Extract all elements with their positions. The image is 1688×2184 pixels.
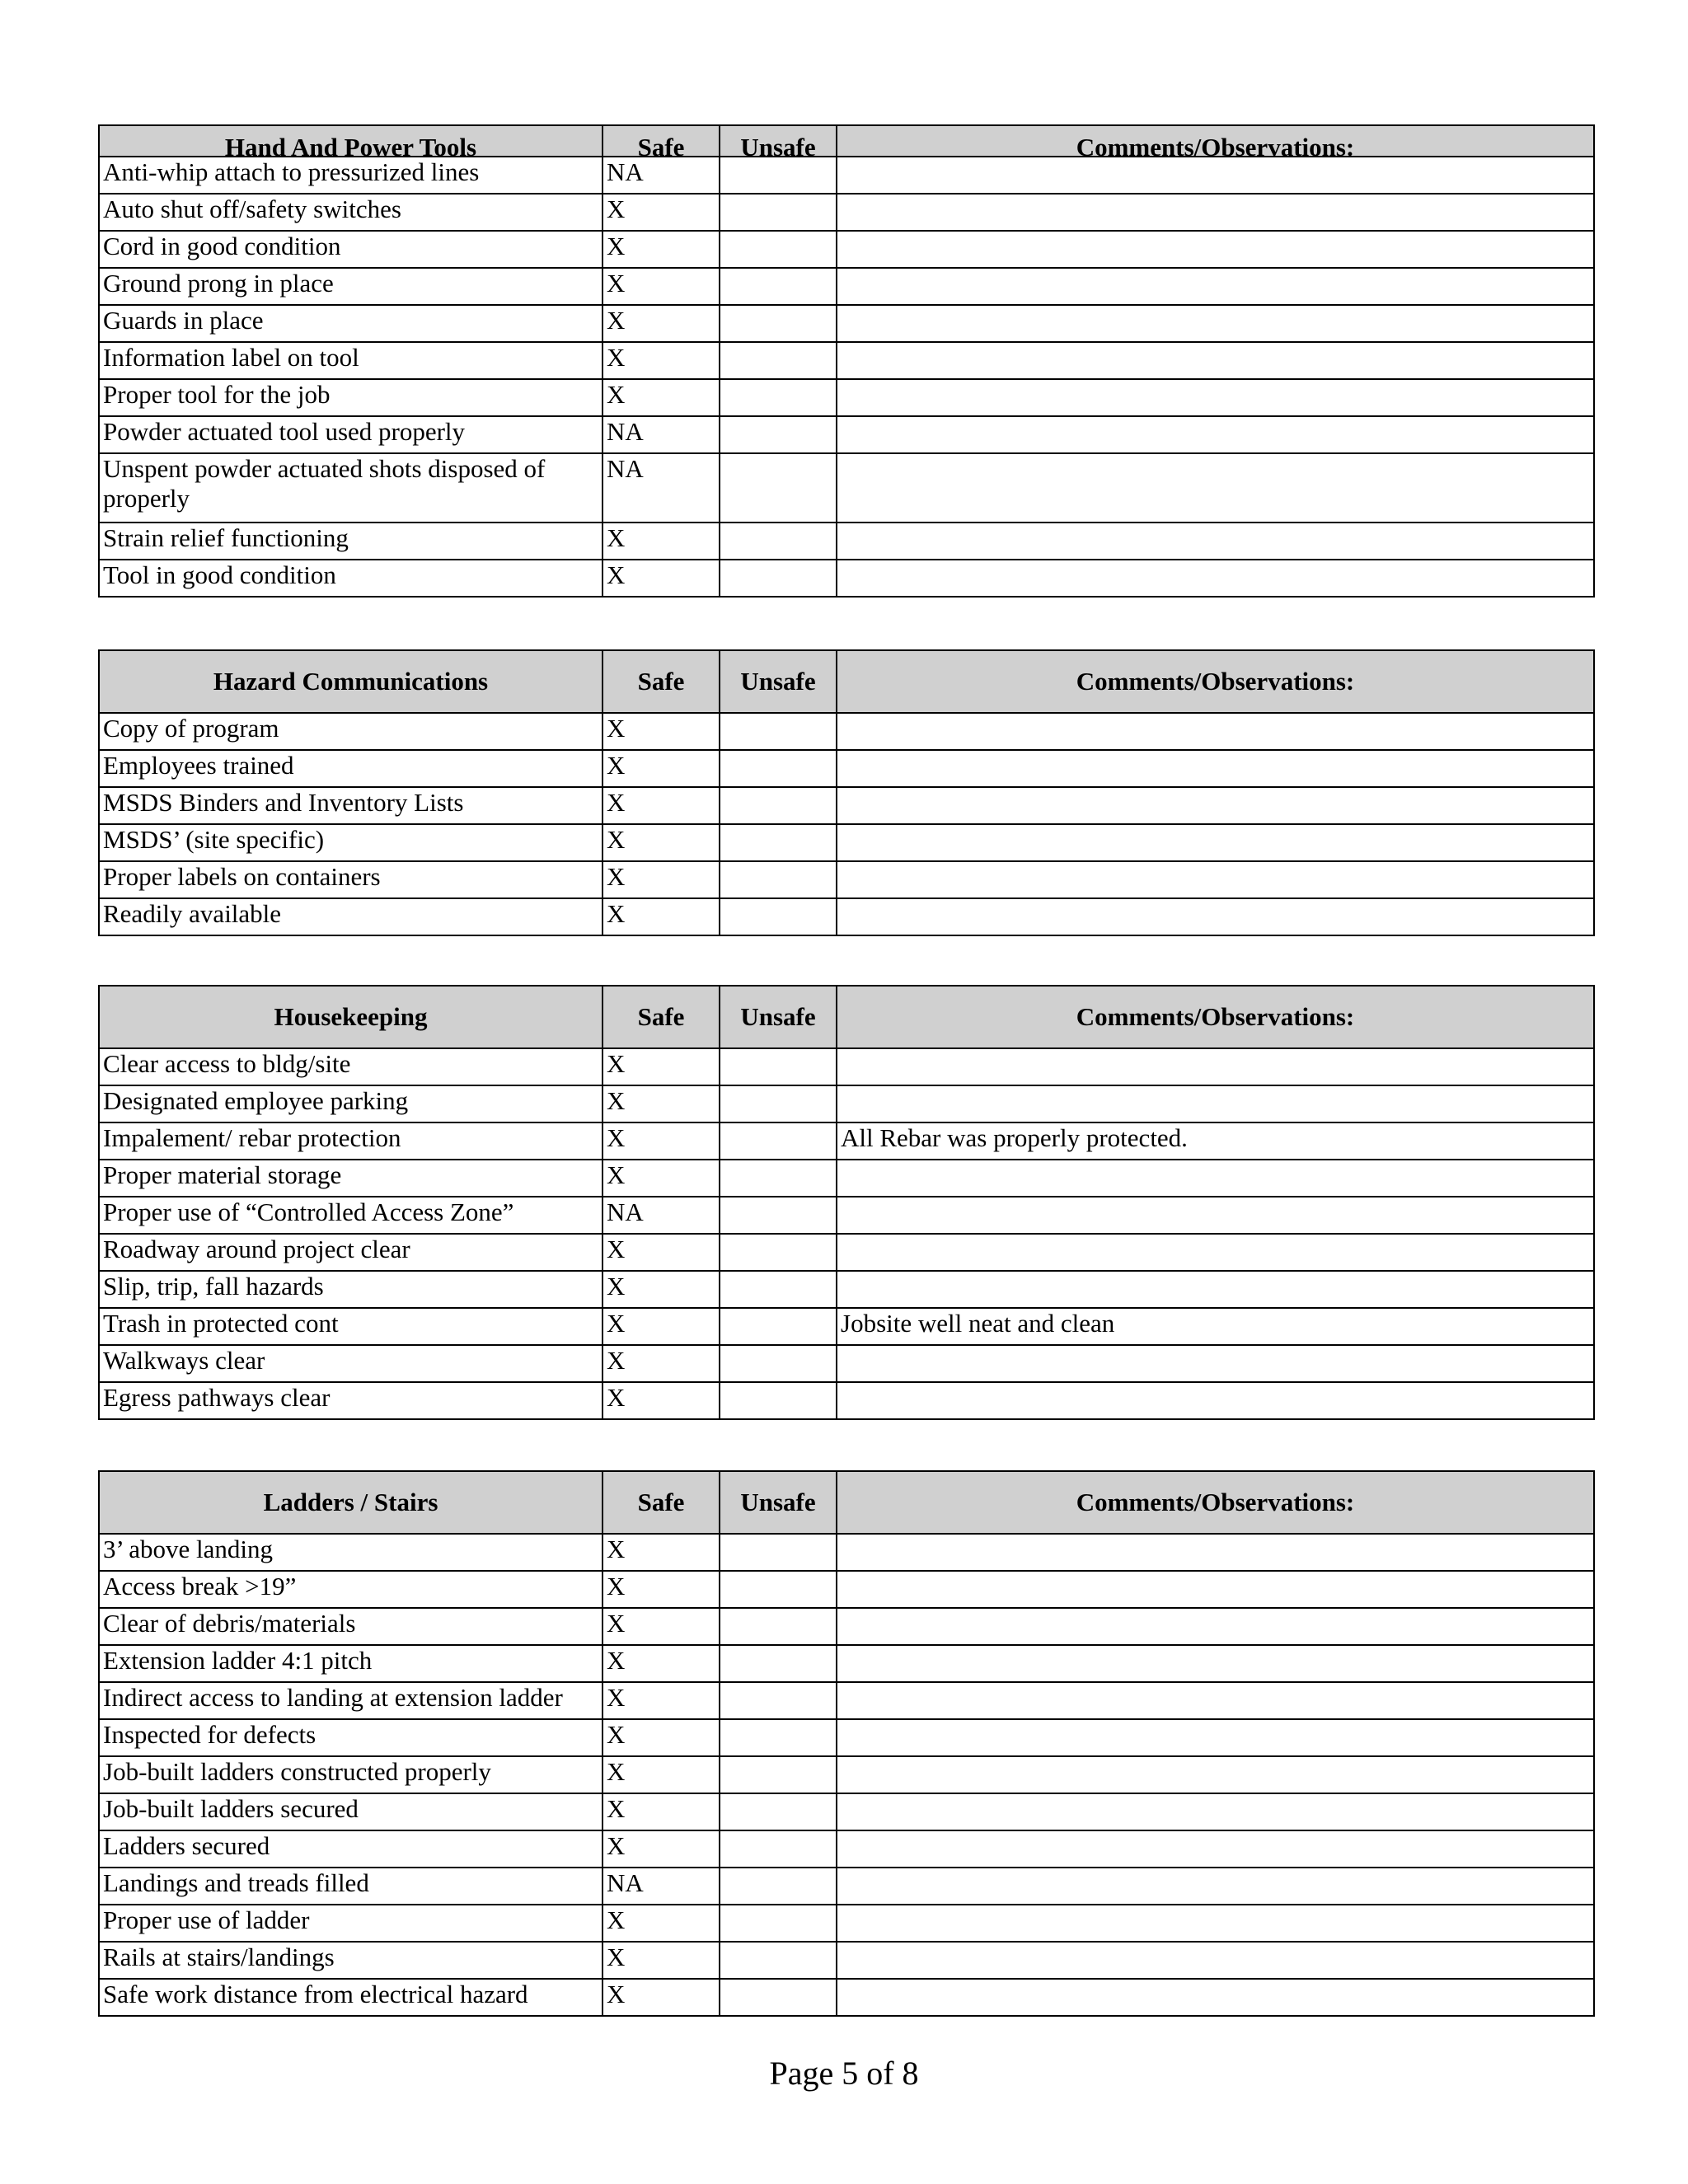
table-row	[99, 1756, 1594, 1793]
safe-cell: X	[603, 1085, 720, 1122]
unsafe-cell	[720, 416, 837, 453]
unsafe-cell	[720, 1122, 837, 1160]
table-row	[99, 157, 1594, 194]
comments-column-header: Comments/Observations:	[837, 125, 1594, 157]
unsafe-cell	[720, 1830, 837, 1868]
unsafe-cell	[720, 1756, 837, 1793]
unsafe-cell	[720, 1271, 837, 1308]
unsafe-cell	[720, 342, 837, 379]
hand-power-tools-table	[98, 124, 1595, 598]
comments-cell	[837, 268, 1594, 305]
item-cell: Powder actuated tool used properly	[99, 416, 603, 453]
hazard-communications-table	[98, 649, 1595, 936]
table-row	[99, 1571, 1594, 1608]
comments-cell	[837, 1905, 1594, 1942]
unsafe-cell	[720, 1308, 837, 1345]
item-cell: Clear of debris/materials	[99, 1608, 603, 1645]
item-cell: Employees trained	[99, 750, 603, 787]
section-title: Ladders / Stairs	[99, 1471, 603, 1534]
item-cell: Anti-whip attach to pressurized lines	[99, 157, 603, 194]
safe-cell: X	[603, 231, 720, 268]
item-cell: Indirect access to landing at extension ladder	[99, 1682, 603, 1719]
table-row	[99, 453, 1594, 523]
comments-cell	[837, 787, 1594, 824]
table-row	[99, 523, 1594, 560]
item-cell: Proper tool for the job	[99, 379, 603, 416]
unsafe-cell	[720, 861, 837, 898]
safe-cell: X	[603, 861, 720, 898]
comments-cell	[837, 1682, 1594, 1719]
comments-cell	[837, 1645, 1594, 1682]
section-title: Housekeeping	[99, 986, 603, 1048]
safe-cell: X	[603, 750, 720, 787]
item-cell: Egress pathways clear	[99, 1382, 603, 1419]
safe-cell: X	[603, 1122, 720, 1160]
comments-cell	[837, 379, 1594, 416]
unsafe-cell	[720, 713, 837, 750]
table-row	[99, 1085, 1594, 1122]
table-header-row	[99, 650, 1594, 713]
safe-cell: X	[603, 1308, 720, 1345]
table-row	[99, 560, 1594, 597]
item-cell: Ladders secured	[99, 1830, 603, 1868]
item-cell: Roadway around project clear	[99, 1234, 603, 1271]
page-number: Page 5 of 8	[769, 2055, 919, 2092]
unsafe-cell	[720, 1682, 837, 1719]
unsafe-cell	[720, 824, 837, 861]
safe-cell: X	[603, 1905, 720, 1942]
unsafe-cell	[720, 231, 837, 268]
item-cell: Information label on tool	[99, 342, 603, 379]
comments-cell	[837, 861, 1594, 898]
safe-column-header: Safe	[603, 1471, 720, 1534]
table-row	[99, 231, 1594, 268]
table-row	[99, 1308, 1594, 1345]
comments-cell	[837, 1345, 1594, 1382]
item-cell: Strain relief functioning	[99, 523, 603, 560]
table-row	[99, 1905, 1594, 1942]
safe-cell: X	[603, 1382, 720, 1419]
item-cell: Job-built ladders secured	[99, 1793, 603, 1830]
unsafe-cell	[720, 787, 837, 824]
comments-cell	[837, 1942, 1594, 1979]
safe-cell: X	[603, 1830, 720, 1868]
table-row	[99, 861, 1594, 898]
safe-cell: X	[603, 1571, 720, 1608]
table-row	[99, 1382, 1594, 1419]
unsafe-cell	[720, 1793, 837, 1830]
safe-column-header: Safe	[603, 125, 720, 157]
safe-cell: X	[603, 898, 720, 935]
comments-column-header: Comments/Observations:	[837, 1471, 1594, 1534]
comments-cell	[837, 1271, 1594, 1308]
safe-cell: X	[603, 1234, 720, 1271]
item-cell: Proper use of “Controlled Access Zone”	[99, 1197, 603, 1234]
unsafe-cell	[720, 1382, 837, 1419]
safe-cell: X	[603, 305, 720, 342]
table-row	[99, 1534, 1594, 1571]
safe-cell: X	[603, 523, 720, 560]
unsafe-cell	[720, 157, 837, 194]
comments-cell	[837, 1793, 1594, 1830]
table-row	[99, 1830, 1594, 1868]
unsafe-cell	[720, 1645, 837, 1682]
table-row	[99, 1271, 1594, 1308]
item-cell: Walkways clear	[99, 1345, 603, 1382]
safe-cell: X	[603, 787, 720, 824]
unsafe-cell	[720, 1979, 837, 2016]
comments-cell	[837, 1234, 1594, 1271]
comments-cell: Jobsite well neat and clean	[837, 1308, 1594, 1345]
item-cell: Proper use of ladder	[99, 1905, 603, 1942]
item-cell: Impalement/ rebar protection	[99, 1122, 603, 1160]
unsafe-cell	[720, 305, 837, 342]
safe-cell: X	[603, 1345, 720, 1382]
unsafe-column-header: Unsafe	[720, 1471, 837, 1534]
table-header-row	[99, 1471, 1594, 1534]
comments-cell	[837, 1160, 1594, 1197]
comments-cell	[837, 1197, 1594, 1234]
item-cell: Extension ladder 4:1 pitch	[99, 1645, 603, 1682]
item-cell: Access break >19”	[99, 1571, 603, 1608]
comments-cell	[837, 560, 1594, 597]
comments-cell	[837, 523, 1594, 560]
table-row	[99, 1048, 1594, 1085]
table-row	[99, 305, 1594, 342]
unsafe-cell	[720, 523, 837, 560]
safe-column-header: Safe	[603, 650, 720, 713]
safe-cell: X	[603, 824, 720, 861]
unsafe-cell	[720, 560, 837, 597]
table-row	[99, 1234, 1594, 1271]
table-row	[99, 1608, 1594, 1645]
table-row	[99, 194, 1594, 231]
safe-cell: X	[603, 1756, 720, 1793]
unsafe-cell	[720, 1197, 837, 1234]
ladders-stairs-table	[98, 1470, 1595, 2017]
table-row	[99, 1122, 1594, 1160]
unsafe-cell	[720, 1719, 837, 1756]
unsafe-cell	[720, 1571, 837, 1608]
safe-cell: X	[603, 194, 720, 231]
unsafe-cell	[720, 1905, 837, 1942]
table-row	[99, 787, 1594, 824]
item-cell: Designated employee parking	[99, 1085, 603, 1122]
unsafe-column-header: Unsafe	[720, 650, 837, 713]
comments-column-header: Comments/Observations:	[837, 650, 1594, 713]
item-cell: Cord in good condition	[99, 231, 603, 268]
comments-cell	[837, 194, 1594, 231]
safe-cell: X	[603, 1160, 720, 1197]
safe-cell: NA	[603, 1868, 720, 1905]
table-row	[99, 1645, 1594, 1682]
item-cell: Unspent powder actuated shots disposed of properly	[99, 453, 603, 523]
unsafe-column-header: Unsafe	[720, 125, 837, 157]
safe-column-header: Safe	[603, 986, 720, 1048]
safe-cell: NA	[603, 1197, 720, 1234]
comments-cell	[837, 750, 1594, 787]
comments-cell	[837, 1382, 1594, 1419]
safe-cell: X	[603, 1793, 720, 1830]
unsafe-cell	[720, 1608, 837, 1645]
item-cell: 3’ above landing	[99, 1534, 603, 1571]
comments-cell: All Rebar was properly protected.	[837, 1122, 1594, 1160]
item-cell: Tool in good condition	[99, 560, 603, 597]
unsafe-cell	[720, 1160, 837, 1197]
unsafe-cell	[720, 1085, 837, 1122]
table-row	[99, 1345, 1594, 1382]
safe-cell: X	[603, 1979, 720, 2016]
comments-cell	[837, 1534, 1594, 1571]
unsafe-cell	[720, 1868, 837, 1905]
item-cell: Auto shut off/safety switches	[99, 194, 603, 231]
comments-cell	[837, 713, 1594, 750]
unsafe-cell	[720, 898, 837, 935]
table-row	[99, 1868, 1594, 1905]
item-cell: Job-built ladders constructed properly	[99, 1756, 603, 1793]
safe-cell: X	[603, 1645, 720, 1682]
table-row	[99, 1160, 1594, 1197]
table-header-row	[99, 986, 1594, 1048]
table-row	[99, 898, 1594, 935]
table-row	[99, 1197, 1594, 1234]
section-title: Hand And Power Tools	[99, 125, 603, 157]
safe-cell: X	[603, 379, 720, 416]
table-row	[99, 268, 1594, 305]
comments-cell	[837, 231, 1594, 268]
table-row	[99, 416, 1594, 453]
item-cell: Clear access to bldg/site	[99, 1048, 603, 1085]
comments-cell	[837, 157, 1594, 194]
comments-cell	[837, 1830, 1594, 1868]
housekeeping-table	[98, 985, 1595, 1420]
item-cell: Safe work distance from electrical hazard	[99, 1979, 603, 2016]
safe-cell: X	[603, 1271, 720, 1308]
table-row	[99, 342, 1594, 379]
table-row	[99, 1979, 1594, 2016]
item-cell: Readily available	[99, 898, 603, 935]
table-row	[99, 1682, 1594, 1719]
comments-cell	[837, 824, 1594, 861]
unsafe-cell	[720, 268, 837, 305]
safe-cell: X	[603, 1608, 720, 1645]
safe-cell: X	[603, 713, 720, 750]
safe-cell: X	[603, 1682, 720, 1719]
unsafe-cell	[720, 1048, 837, 1085]
table-row	[99, 1793, 1594, 1830]
safe-cell: X	[603, 560, 720, 597]
safe-cell: X	[603, 1048, 720, 1085]
comments-cell	[837, 1868, 1594, 1905]
item-cell: Ground prong in place	[99, 268, 603, 305]
safe-cell: NA	[603, 416, 720, 453]
item-cell: Proper labels on containers	[99, 861, 603, 898]
unsafe-cell	[720, 453, 837, 523]
item-cell: Inspected for defects	[99, 1719, 603, 1756]
comments-column-header: Comments/Observations:	[837, 986, 1594, 1048]
comments-cell	[837, 1048, 1594, 1085]
comments-cell	[837, 1719, 1594, 1756]
unsafe-cell	[720, 1234, 837, 1271]
unsafe-cell	[720, 1942, 837, 1979]
unsafe-cell	[720, 379, 837, 416]
item-cell: Copy of program	[99, 713, 603, 750]
table-row	[99, 713, 1594, 750]
item-cell: Trash in protected cont	[99, 1308, 603, 1345]
comments-cell	[837, 416, 1594, 453]
section-title: Hazard Communications	[99, 650, 603, 713]
unsafe-cell	[720, 194, 837, 231]
safe-cell: NA	[603, 157, 720, 194]
safe-cell: X	[603, 1534, 720, 1571]
table-row	[99, 1942, 1594, 1979]
item-cell: Slip, trip, fall hazards	[99, 1271, 603, 1308]
comments-cell	[837, 1756, 1594, 1793]
comments-cell	[837, 1979, 1594, 2016]
item-cell: MSDS Binders and Inventory Lists	[99, 787, 603, 824]
unsafe-column-header: Unsafe	[720, 986, 837, 1048]
safe-cell: NA	[603, 453, 720, 523]
comments-cell	[837, 453, 1594, 523]
safe-cell: X	[603, 1719, 720, 1756]
table-row	[99, 824, 1594, 861]
table-row	[99, 750, 1594, 787]
table-row	[99, 1719, 1594, 1756]
safe-cell: X	[603, 1942, 720, 1979]
comments-cell	[837, 1085, 1594, 1122]
item-cell: Rails at stairs/landings	[99, 1942, 603, 1979]
table-row	[99, 379, 1594, 416]
table-header-row	[99, 125, 1594, 157]
unsafe-cell	[720, 1345, 837, 1382]
item-cell: Proper material storage	[99, 1160, 603, 1197]
item-cell: MSDS’ (site specific)	[99, 824, 603, 861]
unsafe-cell	[720, 1534, 837, 1571]
comments-cell	[837, 305, 1594, 342]
item-cell: Landings and treads filled	[99, 1868, 603, 1905]
safe-cell: X	[603, 268, 720, 305]
safe-cell: X	[603, 342, 720, 379]
comments-cell	[837, 1571, 1594, 1608]
item-cell: Guards in place	[99, 305, 603, 342]
comments-cell	[837, 342, 1594, 379]
comments-cell	[837, 1608, 1594, 1645]
comments-cell	[837, 898, 1594, 935]
unsafe-cell	[720, 750, 837, 787]
